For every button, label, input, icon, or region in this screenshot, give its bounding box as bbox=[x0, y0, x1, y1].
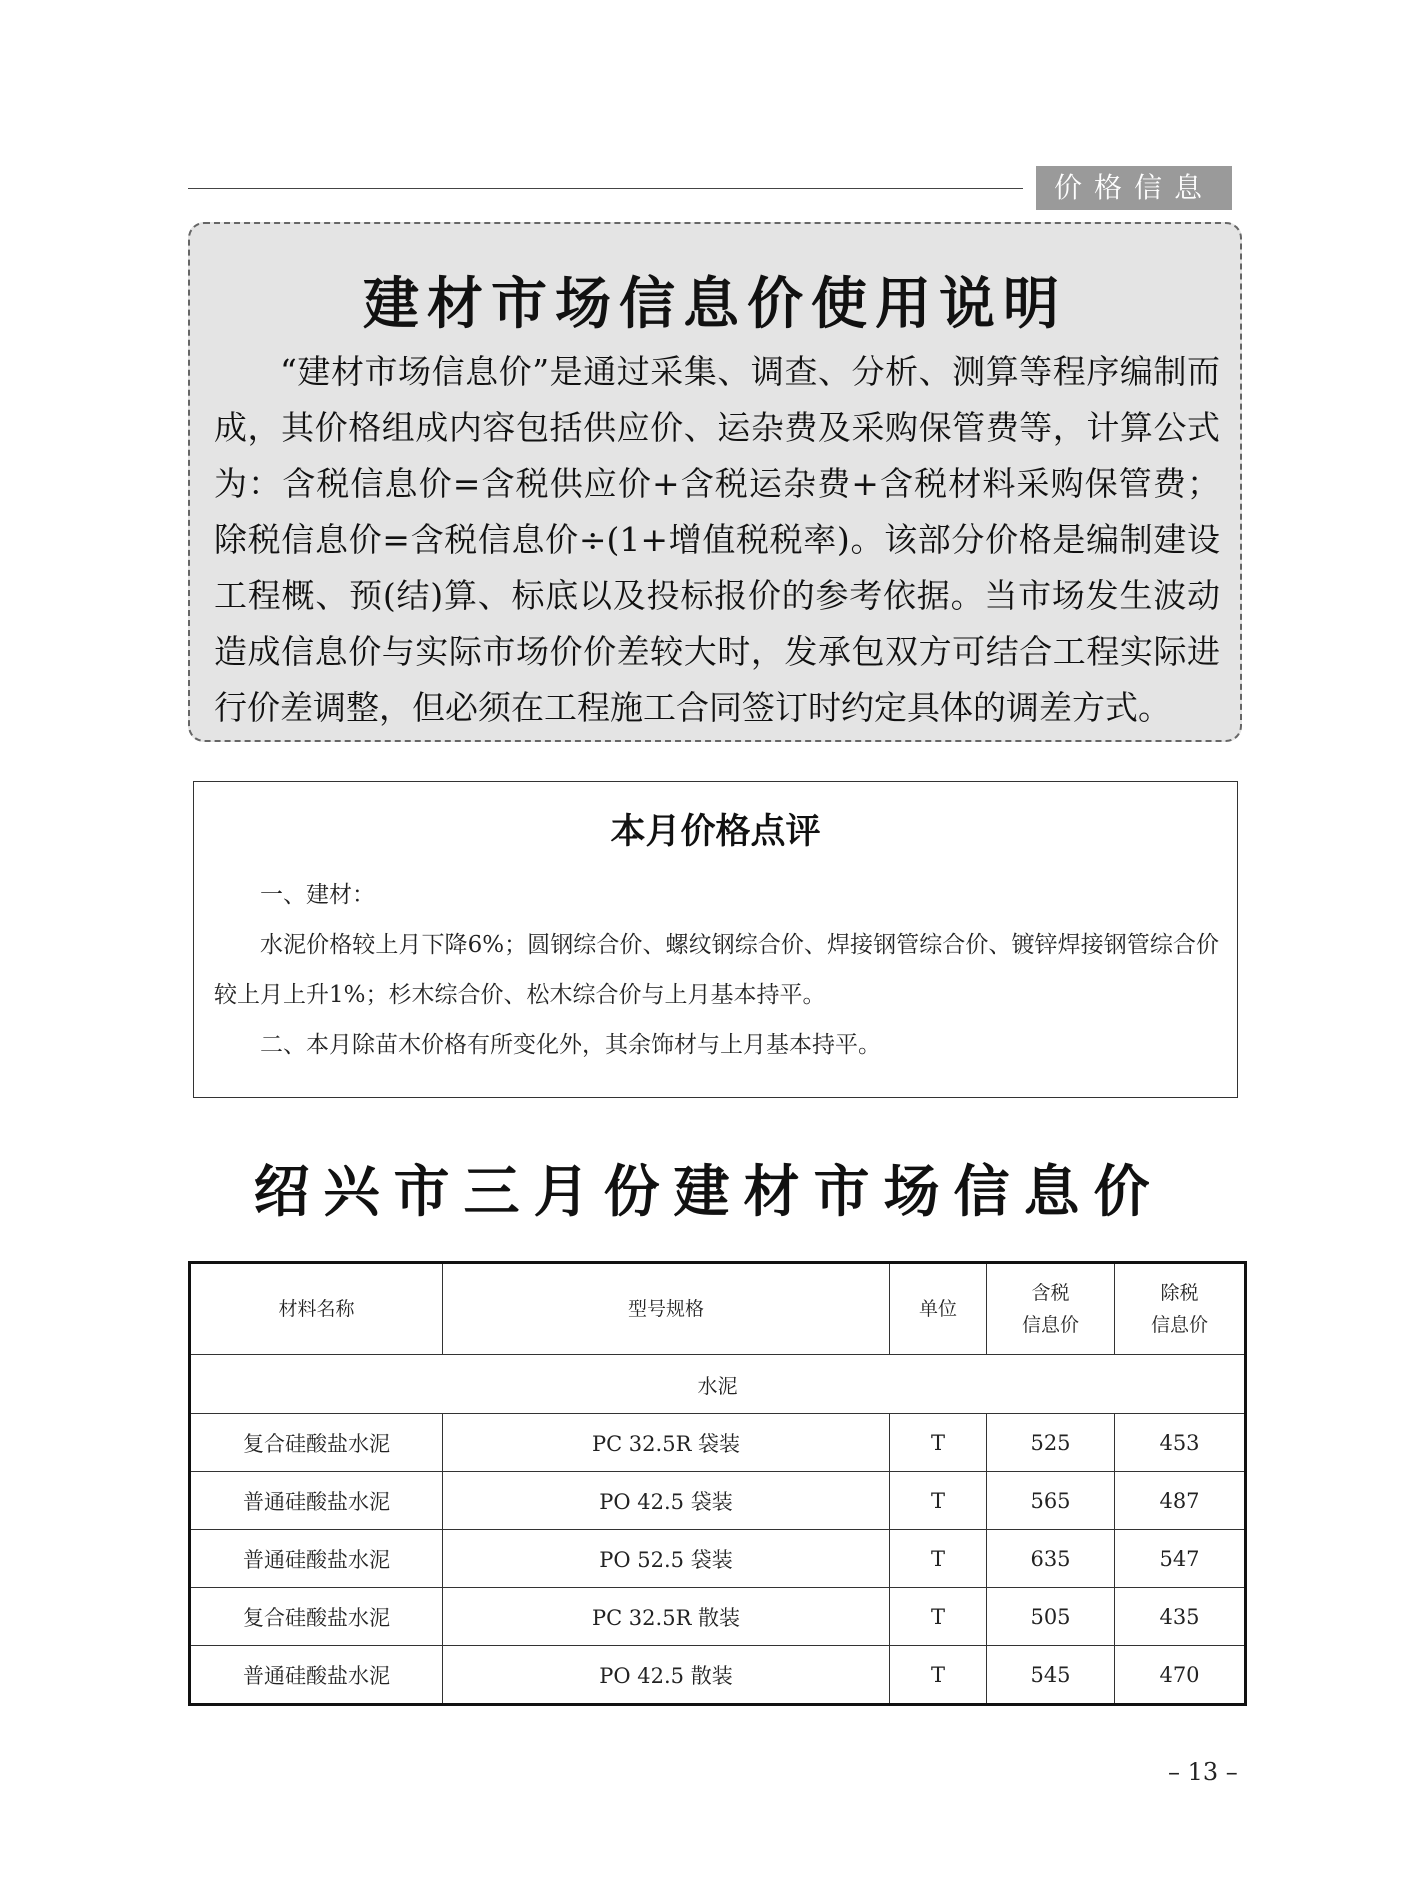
header-tax-exclusive-line2: 信息价 bbox=[1150, 1314, 1208, 1336]
cell-tax-inclusive: 565 bbox=[987, 1472, 1115, 1530]
table-row bbox=[190, 1646, 1246, 1705]
header-tax-inclusive-price bbox=[987, 1263, 1115, 1355]
review-title: 本月价格点评 bbox=[610, 812, 821, 852]
header-tax-inclusive-line2: 信息价 bbox=[1021, 1314, 1079, 1336]
cell-spec: PC 32.5R 散装 bbox=[443, 1588, 890, 1646]
header-tax-exclusive-line1: 除税 bbox=[1160, 1282, 1199, 1304]
review-paragraph: 水泥价格较上月下降6%；圆钢综合价、螺纹钢综合价、焊接钢管综合价、镀锌焊接钢管综合价较上月上升1%；杉木综合价、松木综合价与上月基本持平。 bbox=[214, 932, 1219, 1008]
cell-spec: PC 32.5R 袋装 bbox=[443, 1414, 890, 1472]
cell-unit: T bbox=[890, 1646, 987, 1705]
section-tag: 价格信息 bbox=[1036, 166, 1232, 210]
cell-name: 复合硅酸盐水泥 bbox=[190, 1414, 443, 1472]
cell-name: 普通硅酸盐水泥 bbox=[190, 1530, 443, 1588]
usage-notice-box bbox=[188, 222, 1242, 742]
cell-tax-exclusive: 470 bbox=[1115, 1646, 1246, 1705]
table-row bbox=[190, 1414, 1246, 1472]
cell-tax-exclusive: 435 bbox=[1115, 1588, 1246, 1646]
cell-name: 普通硅酸盐水泥 bbox=[190, 1646, 443, 1705]
price-table bbox=[188, 1261, 1247, 1706]
cell-spec: PO 52.5 袋装 bbox=[443, 1530, 890, 1588]
review-body bbox=[214, 870, 1219, 1070]
cell-spec: PO 42.5 袋装 bbox=[443, 1472, 890, 1530]
cell-name: 普通硅酸盐水泥 bbox=[190, 1472, 443, 1530]
notice-title: 建材市场信息价使用说明 bbox=[363, 272, 1067, 337]
cell-spec: PO 42.5 散装 bbox=[443, 1646, 890, 1705]
cell-name: 复合硅酸盐水泥 bbox=[190, 1588, 443, 1646]
header-tax-exclusive-price bbox=[1115, 1263, 1246, 1355]
cell-tax-exclusive: 487 bbox=[1115, 1472, 1246, 1530]
header-material-name: 材料名称 bbox=[190, 1263, 443, 1355]
table-header-row bbox=[190, 1263, 1246, 1355]
page-number: – 13 – bbox=[1168, 1758, 1238, 1786]
header-spec: 型号规格 bbox=[443, 1263, 890, 1355]
cell-unit: T bbox=[890, 1530, 987, 1588]
table-row bbox=[190, 1530, 1246, 1588]
monthly-review-box bbox=[193, 781, 1238, 1098]
price-list-title: 绍兴市三月份建材市场信息价 bbox=[253, 1160, 1164, 1225]
header-rule bbox=[188, 188, 1023, 189]
category-label: 水泥 bbox=[190, 1355, 1246, 1414]
cell-tax-exclusive: 453 bbox=[1115, 1414, 1246, 1472]
category-row bbox=[190, 1355, 1246, 1414]
cell-tax-inclusive: 525 bbox=[987, 1414, 1115, 1472]
review-paragraph: 二、本月除苗木价格有所变化外，其余饰材与上月基本持平。 bbox=[260, 1032, 881, 1058]
cell-unit: T bbox=[890, 1414, 987, 1472]
header-unit: 单位 bbox=[890, 1263, 987, 1355]
cell-tax-exclusive: 547 bbox=[1115, 1530, 1246, 1588]
notice-body: “建材市场信息价”是通过采集、调查、分析、测算等程序编制而成，其价格组成内容包括供应价、运杂费及采购保管费等，计算公式为：含税信息价=含税供应价+含税运杂费+含税材料采购保管费；除税信息价=含税信息价÷(1+增值税税率)。该部分价格是编制建设工程概、预(结)算、标底以及投标报价的参考依据。当市场发生波动造成信息价与实际市场价价差较大时，发承包双方可结合工程实际进行价差调整，但必须在工程施工合同签订时约定具体的调差方式。 bbox=[214, 352, 1220, 727]
cell-tax-inclusive: 545 bbox=[987, 1646, 1115, 1705]
review-paragraph: 一、建材： bbox=[260, 882, 375, 908]
header-tax-inclusive-line1: 含税 bbox=[1031, 1282, 1070, 1304]
cell-unit: T bbox=[890, 1588, 987, 1646]
cell-unit: T bbox=[890, 1472, 987, 1530]
cell-tax-inclusive: 505 bbox=[987, 1588, 1115, 1646]
table-row bbox=[190, 1472, 1246, 1530]
table-row bbox=[190, 1588, 1246, 1646]
cell-tax-inclusive: 635 bbox=[987, 1530, 1115, 1588]
